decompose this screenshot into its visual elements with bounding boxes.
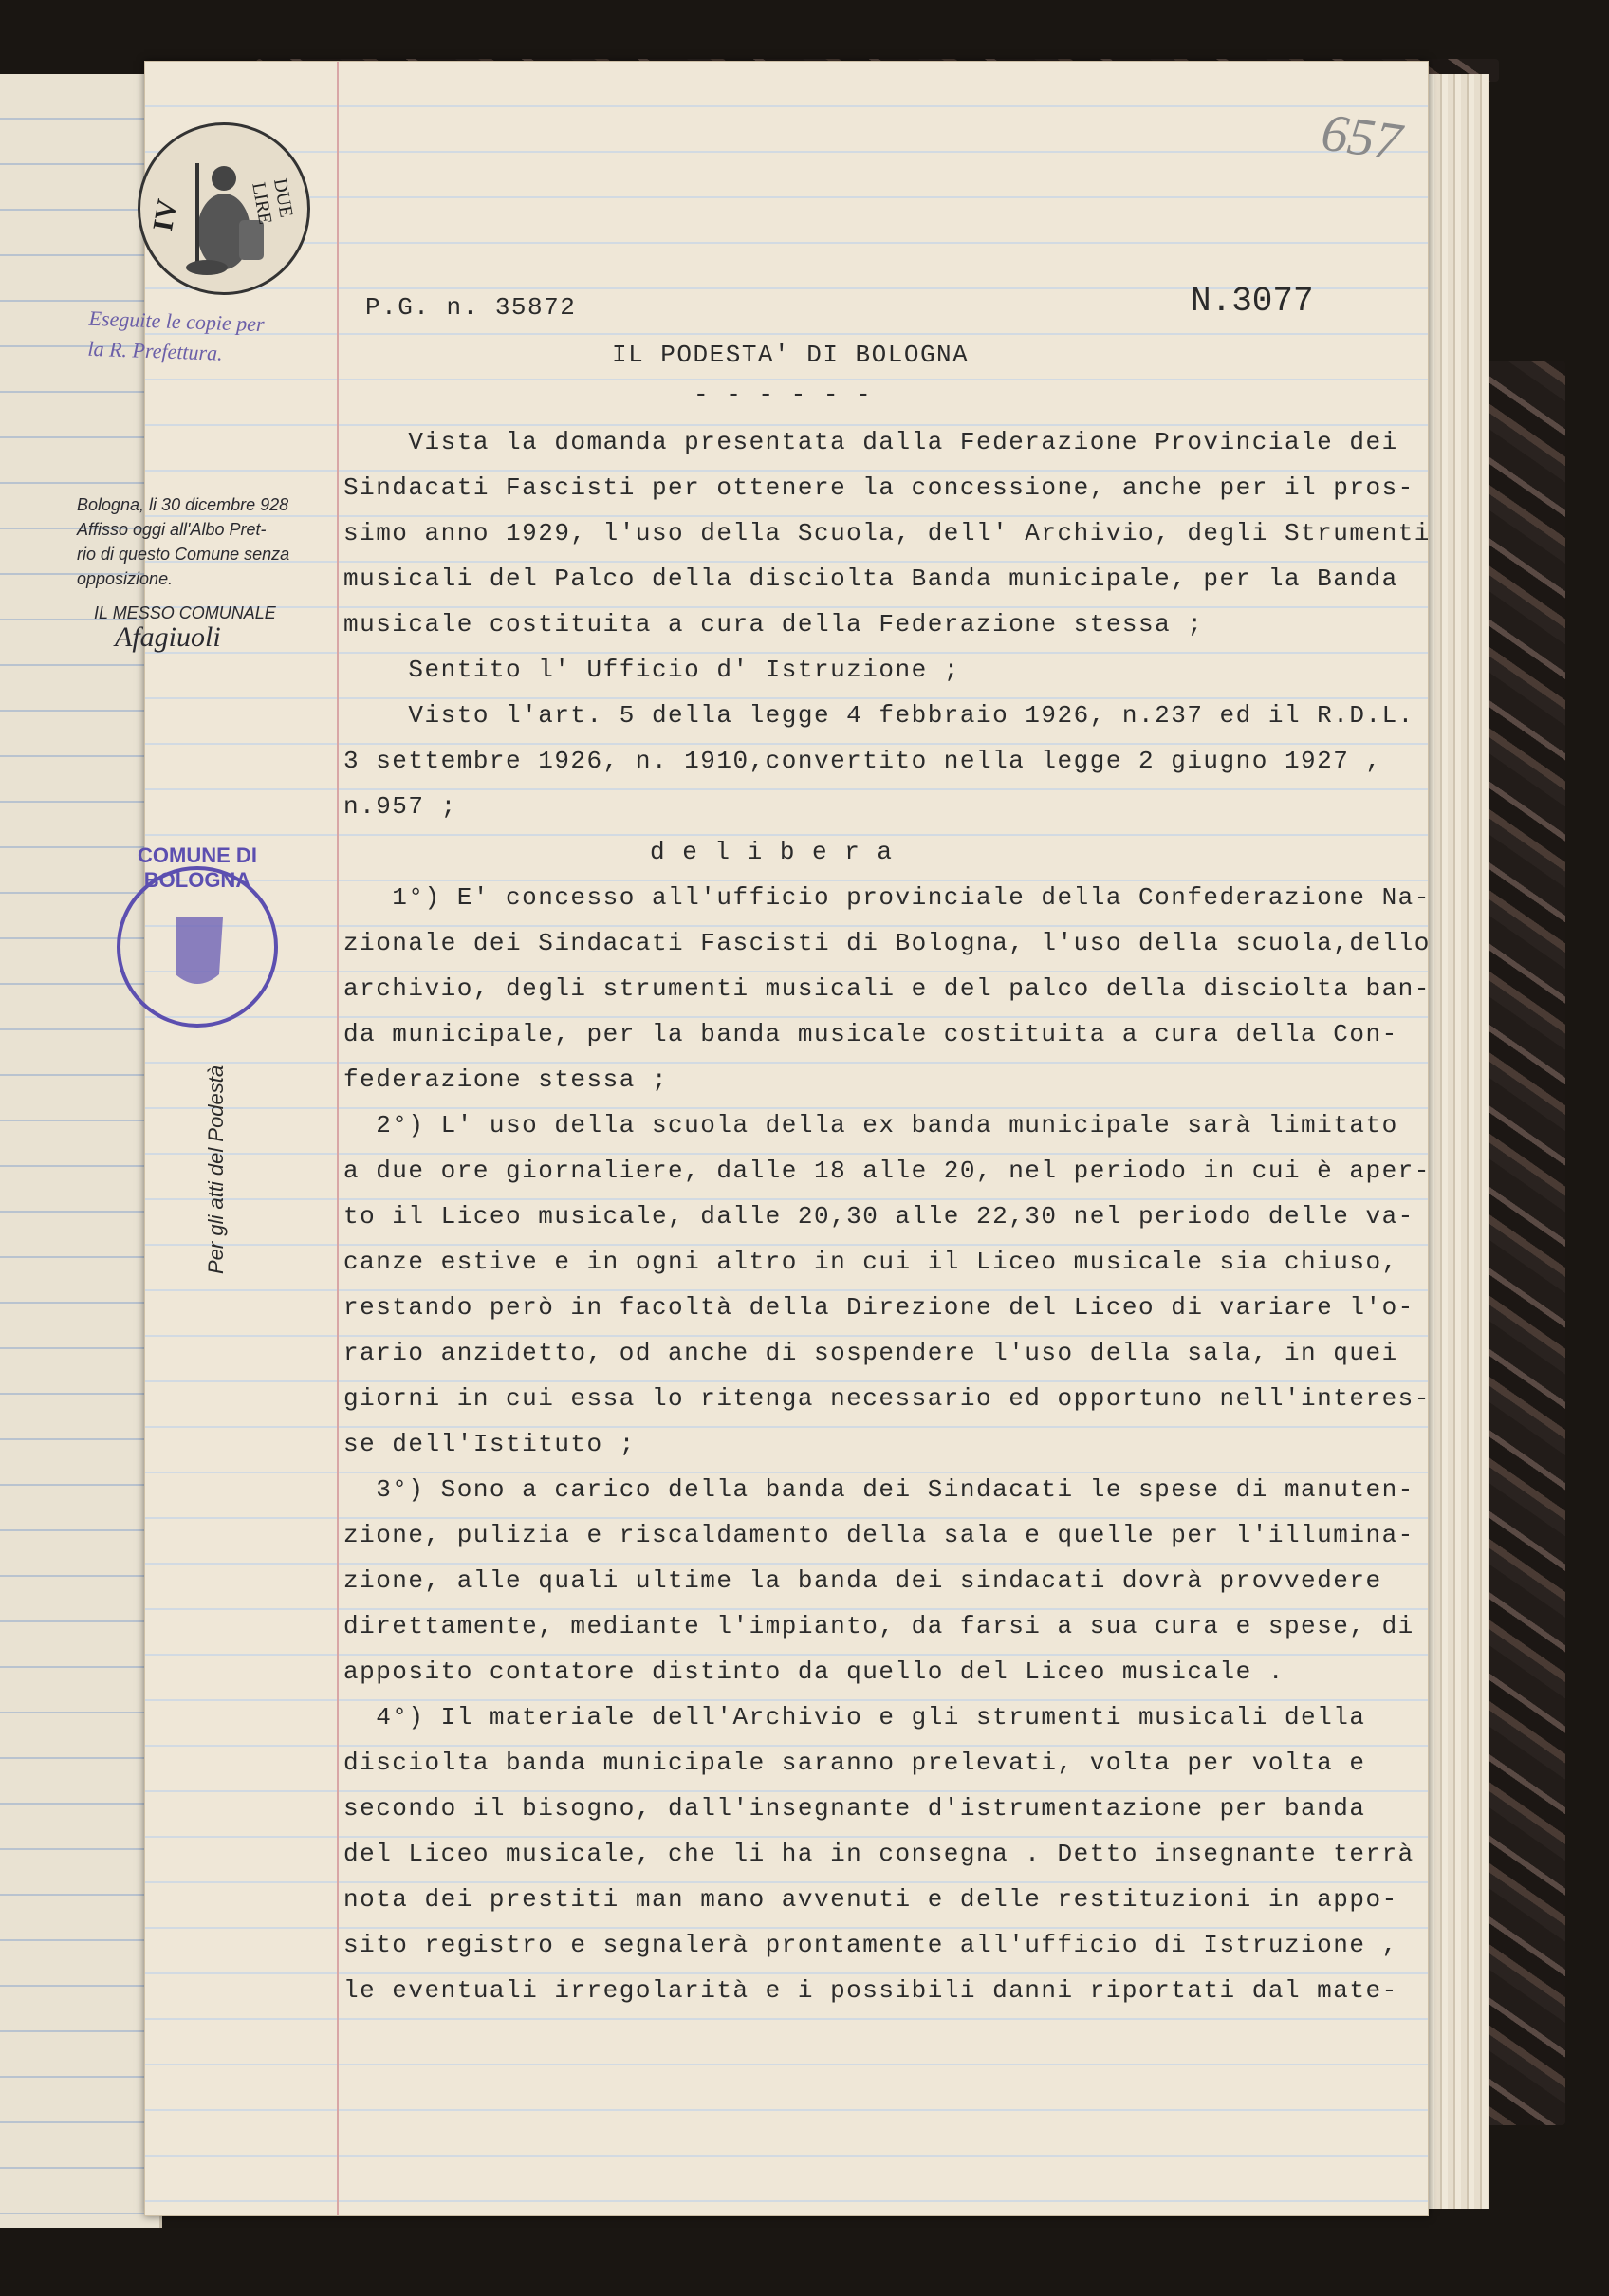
delibera-heading: d e l i b e r a — [650, 838, 894, 866]
text-line: disciolta banda municipale saranno prelevati, volta per volta e — [343, 1749, 1366, 1777]
document-page — [77, 61, 1431, 2216]
text-line: Vista la domanda presentata dalla Federazione Provinciale dei — [343, 428, 1398, 456]
text-line: sito registro e segnalerà prontamente all'ufficio di Istruzione , — [343, 1931, 1398, 1959]
coat-of-arms-icon — [120, 870, 274, 1024]
title-rule: - - - - - - — [694, 380, 873, 409]
comune-seal — [117, 843, 278, 1028]
text-line: a due ore giornaliere, dalle 18 alle 20, nel periodo in cui è aper- — [343, 1157, 1431, 1185]
text-line: zione, alle quali ultime la banda dei sindacati dovrà provvedere — [343, 1566, 1382, 1595]
text-line: restando però in facoltà della Direzione del Liceo di variare l'o- — [343, 1293, 1415, 1322]
protocol-number: P.G. n. 35872 — [365, 293, 577, 322]
signature: Afagiuoli — [115, 621, 221, 653]
marble-cover-right — [1480, 361, 1565, 2125]
text-line: musicale costituita a cura della Federazione stessa ; — [343, 610, 1204, 639]
document-title: IL PODESTA' DI BOLOGNA — [612, 341, 970, 369]
margin-rule — [337, 62, 339, 2215]
seal-side-text: Per gli atti del Podestà — [204, 1065, 228, 1274]
publication-stamp: Bologna, li 30 dicembre 928 Affisso oggi all'Albo Pret- rio di questo Comune senza opposizione. IL MESSO COMUNALE Afagiuoli — [77, 492, 289, 650]
text-line: direttamente, mediante l'impianto, da farsi a sua cura e spese, di — [343, 1612, 1415, 1640]
text-line: zionale dei Sindacati Fascisti di Bologna, l'uso della scuola,dello — [343, 929, 1431, 957]
seal-text: COMUNE DI BOLOGNA — [138, 843, 257, 892]
text-line: del Liceo musicale, che li ha in consegna . Detto insegnante terrà — [343, 1840, 1415, 1868]
text-line: Visto l'art. 5 della legge 4 febbraio 1926, n.237 ed il R.D.L. — [343, 701, 1415, 730]
text-line: canze estive e in ogni altro in cui il Liceo musicale sia chiuso, — [343, 1248, 1398, 1276]
text-line: Sentito l' Ufficio d' Istruzione ; — [343, 656, 960, 684]
text-line: rario anzidetto, od anche di sospendere l'uso della sala, in quei — [343, 1339, 1398, 1367]
text-line: 1°) E' concesso all'ufficio provinciale della Confederazione Na- — [343, 883, 1431, 912]
text-line: secondo il bisogno, dall'insegnante d'istrumentazione per banda — [343, 1794, 1366, 1823]
text-line: 3°) Sono a carico della banda dei Sindacati le spese di manuten- — [343, 1475, 1415, 1504]
text-line: giorni in cui essa lo ritenga necessario ed opportuno nell'interes- — [343, 1384, 1431, 1413]
revenue-stamp — [138, 122, 310, 295]
copy-stamp: Eseguite le copie per la R. Prefettura. — [87, 306, 266, 365]
text-line: n.957 ; — [343, 792, 457, 821]
text-line: le eventuali irregolarità e i possibili danni riportati dal mate- — [343, 1976, 1398, 2005]
stamp-series: IV — [147, 196, 184, 234]
messo-comunale: IL MESSO COMUNALE — [94, 603, 276, 622]
text-line: to il Liceo musicale, dalle 20,30 alle 22,30 nel periodo delle va- — [343, 1202, 1415, 1231]
text-line: zione, pulizia e riscaldamento della sala e quelle per l'illumina- — [343, 1521, 1415, 1549]
text-line: musicali del Palco della disciolta Banda municipale, per la Banda — [343, 565, 1398, 593]
stamp-denomination: DUE LIRE — [248, 176, 297, 227]
document-number: N.3077 — [1191, 282, 1314, 321]
text-line: 3 settembre 1926, n. 1910,convertito nella legge 2 giugno 1927 , — [343, 747, 1382, 775]
text-line: apposito contatore distinto da quello del Liceo musicale . — [343, 1657, 1285, 1686]
text-line: simo anno 1929, l'uso della Scuola, dell' Archivio, degli Strumenti — [343, 519, 1431, 547]
text-line: se dell'Istituto ; — [343, 1430, 636, 1458]
text-line: Sindacati Fascisti per ottenere la concessione, anche per il pros- — [343, 473, 1415, 502]
text-line: federazione stessa ; — [343, 1065, 669, 1094]
text-line: archivio, degli strumenti musicali e del palco della disciolta ban- — [343, 974, 1431, 1003]
page-edges — [1421, 74, 1489, 2209]
left-page — [0, 74, 162, 2228]
text-line: 4°) Il materiale dell'Archivio e gli strumenti musicali della — [343, 1703, 1366, 1731]
text-line: nota dei prestiti man mano avvenuti e delle restituzioni in appo- — [343, 1885, 1398, 1914]
page-number: 657 — [1318, 102, 1405, 173]
publication-date: Bologna, li 30 dicembre 928 — [77, 495, 289, 514]
text-line: 2°) L' uso della scuola della ex banda municipale sarà limitato — [343, 1111, 1398, 1139]
text-line: da municipale, per la banda musicale costituita a cura della Con- — [343, 1020, 1398, 1048]
